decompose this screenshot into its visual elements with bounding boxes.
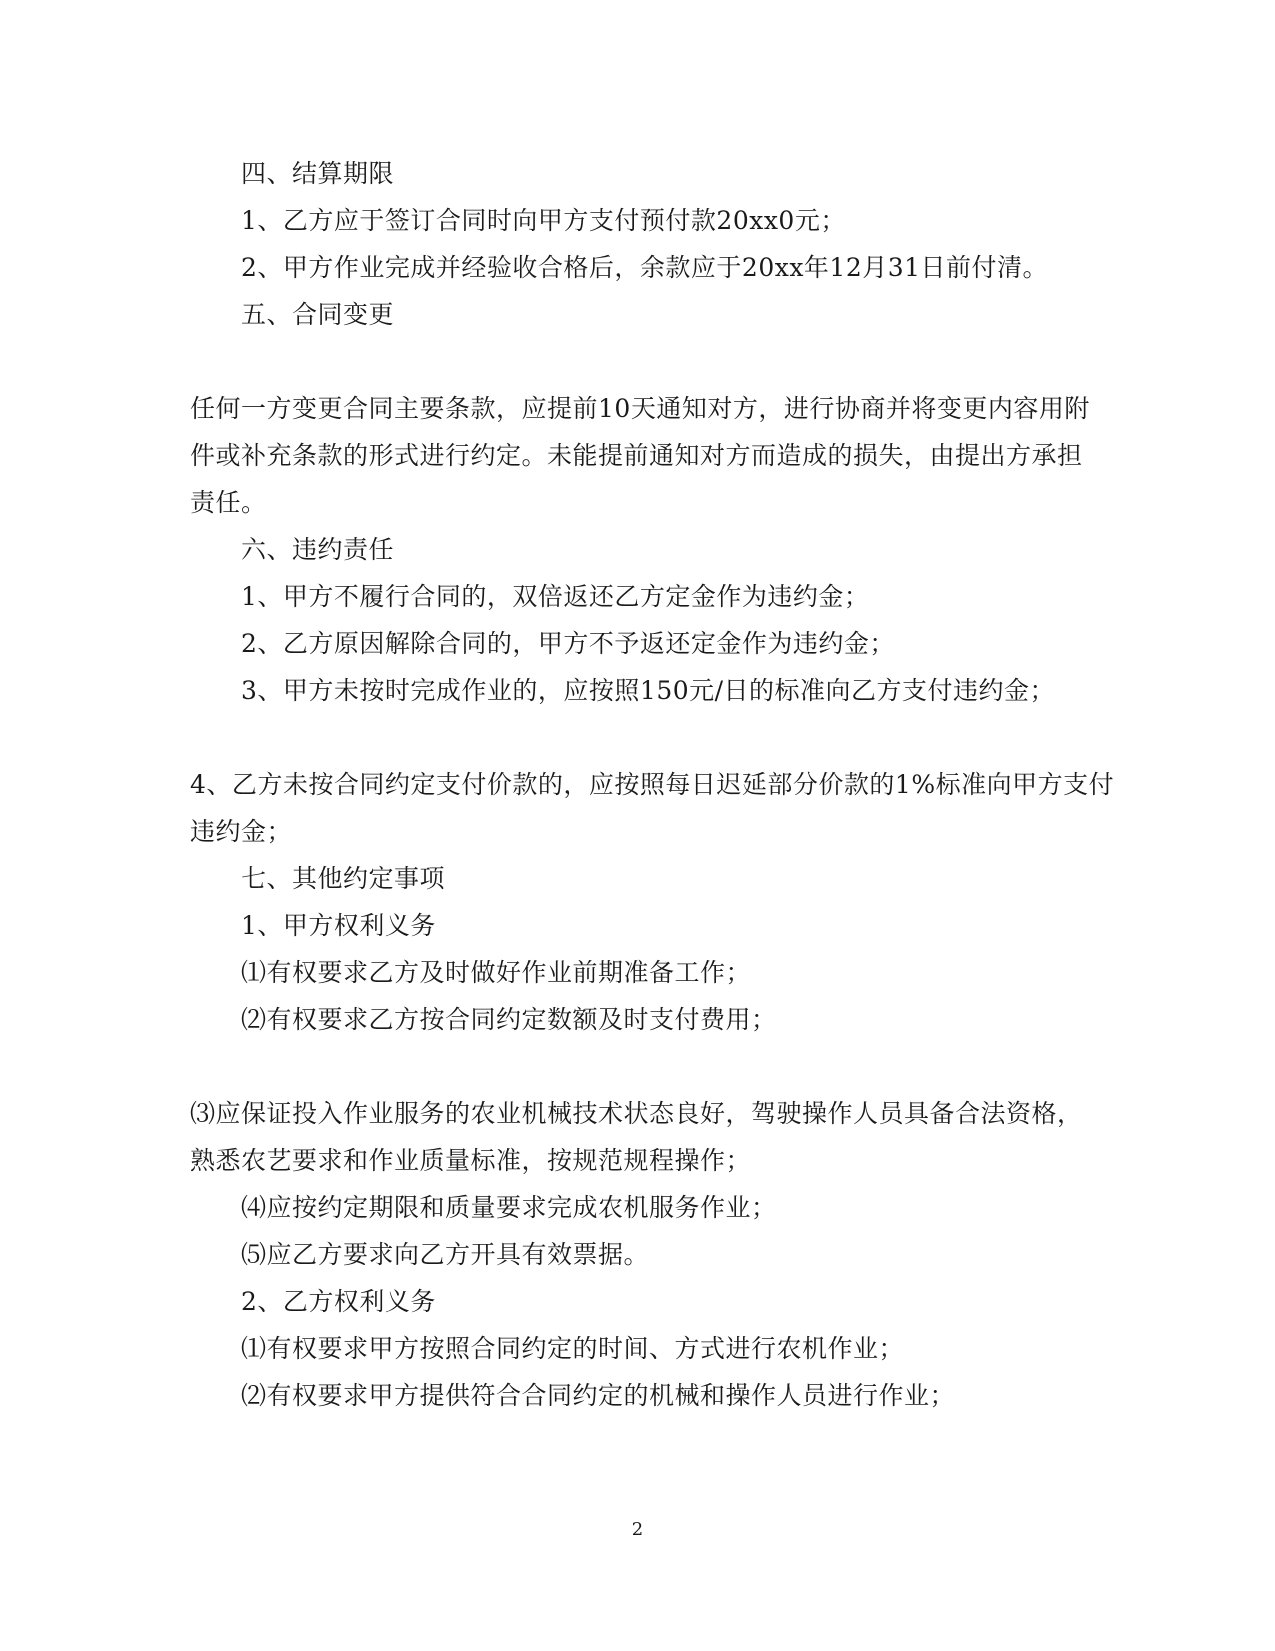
party-a-item-3-line-2: 熟悉农艺要求和作业质量标准，按规范规程操作；: [190, 1146, 752, 1175]
section-heading-liability: 六、违约责任: [241, 535, 395, 564]
settlement-item-2: 2、甲方作业完成并经验收合格后，余款应于20xx年12月31日前付清。: [241, 253, 1049, 282]
settlement-item-1: 1、乙方应于签订合同时向甲方支付预付款20xx0元；: [241, 206, 846, 235]
party-a-item-3-line-1: ⑶应保证投入作业服务的农业机械技术状态良好，驾驶操作人员具备合法资格，: [190, 1099, 1083, 1128]
party-a-item-5: ⑸应乙方要求向乙方开具有效票据。: [241, 1240, 650, 1269]
liability-item-2: 2、乙方原因解除合同的，甲方不予返还定金作为违约金；: [241, 629, 895, 658]
party-a-item-1: ⑴有权要求乙方及时做好作业前期准备工作；: [241, 958, 752, 987]
party-a-item-2: ⑵有权要求乙方按合同约定数额及时支付费用；: [241, 1005, 777, 1034]
liability-item-4-line-1: 4、乙方未按合同约定支付价款的，应按照每日迟延部分价款的1%标准向甲方支付: [190, 770, 1115, 799]
page-number: 2: [631, 1519, 644, 1540]
liability-item-1: 1、甲方不履行合同的，双倍返还乙方定金作为违约金；: [241, 582, 870, 611]
party-a-item-4: ⑷应按约定期限和质量要求完成农机服务作业；: [241, 1193, 777, 1222]
party-b-item-2: ⑵有权要求甲方提供符合合同约定的机械和操作人员进行作业；: [241, 1381, 956, 1410]
contract-change-paragraph-line-3: 责任。: [190, 488, 267, 517]
section-heading-other-terms: 七、其他约定事项: [241, 864, 446, 893]
party-b-rights-heading: 2、乙方权利义务: [241, 1287, 436, 1316]
party-a-rights-heading: 1、甲方权利义务: [241, 911, 436, 940]
section-heading-contract-change: 五、合同变更: [241, 300, 395, 329]
contract-change-paragraph-line-1: 任何一方变更合同主要条款，应提前10天通知对方，进行协商并将变更内容用附: [190, 394, 1090, 423]
party-b-item-1: ⑴有权要求甲方按照合同约定的时间、方式进行农机作业；: [241, 1334, 905, 1363]
liability-item-3: 3、甲方未按时完成作业的，应按照150元/日的标准向乙方支付违约金；: [241, 676, 1056, 705]
section-heading-settlement: 四、结算期限: [241, 159, 395, 188]
liability-item-4-line-2: 违约金；: [190, 817, 293, 846]
contract-change-paragraph-line-2: 件或补充条款的形式进行约定。未能提前通知对方而造成的损失，由提出方承担: [190, 441, 1083, 470]
